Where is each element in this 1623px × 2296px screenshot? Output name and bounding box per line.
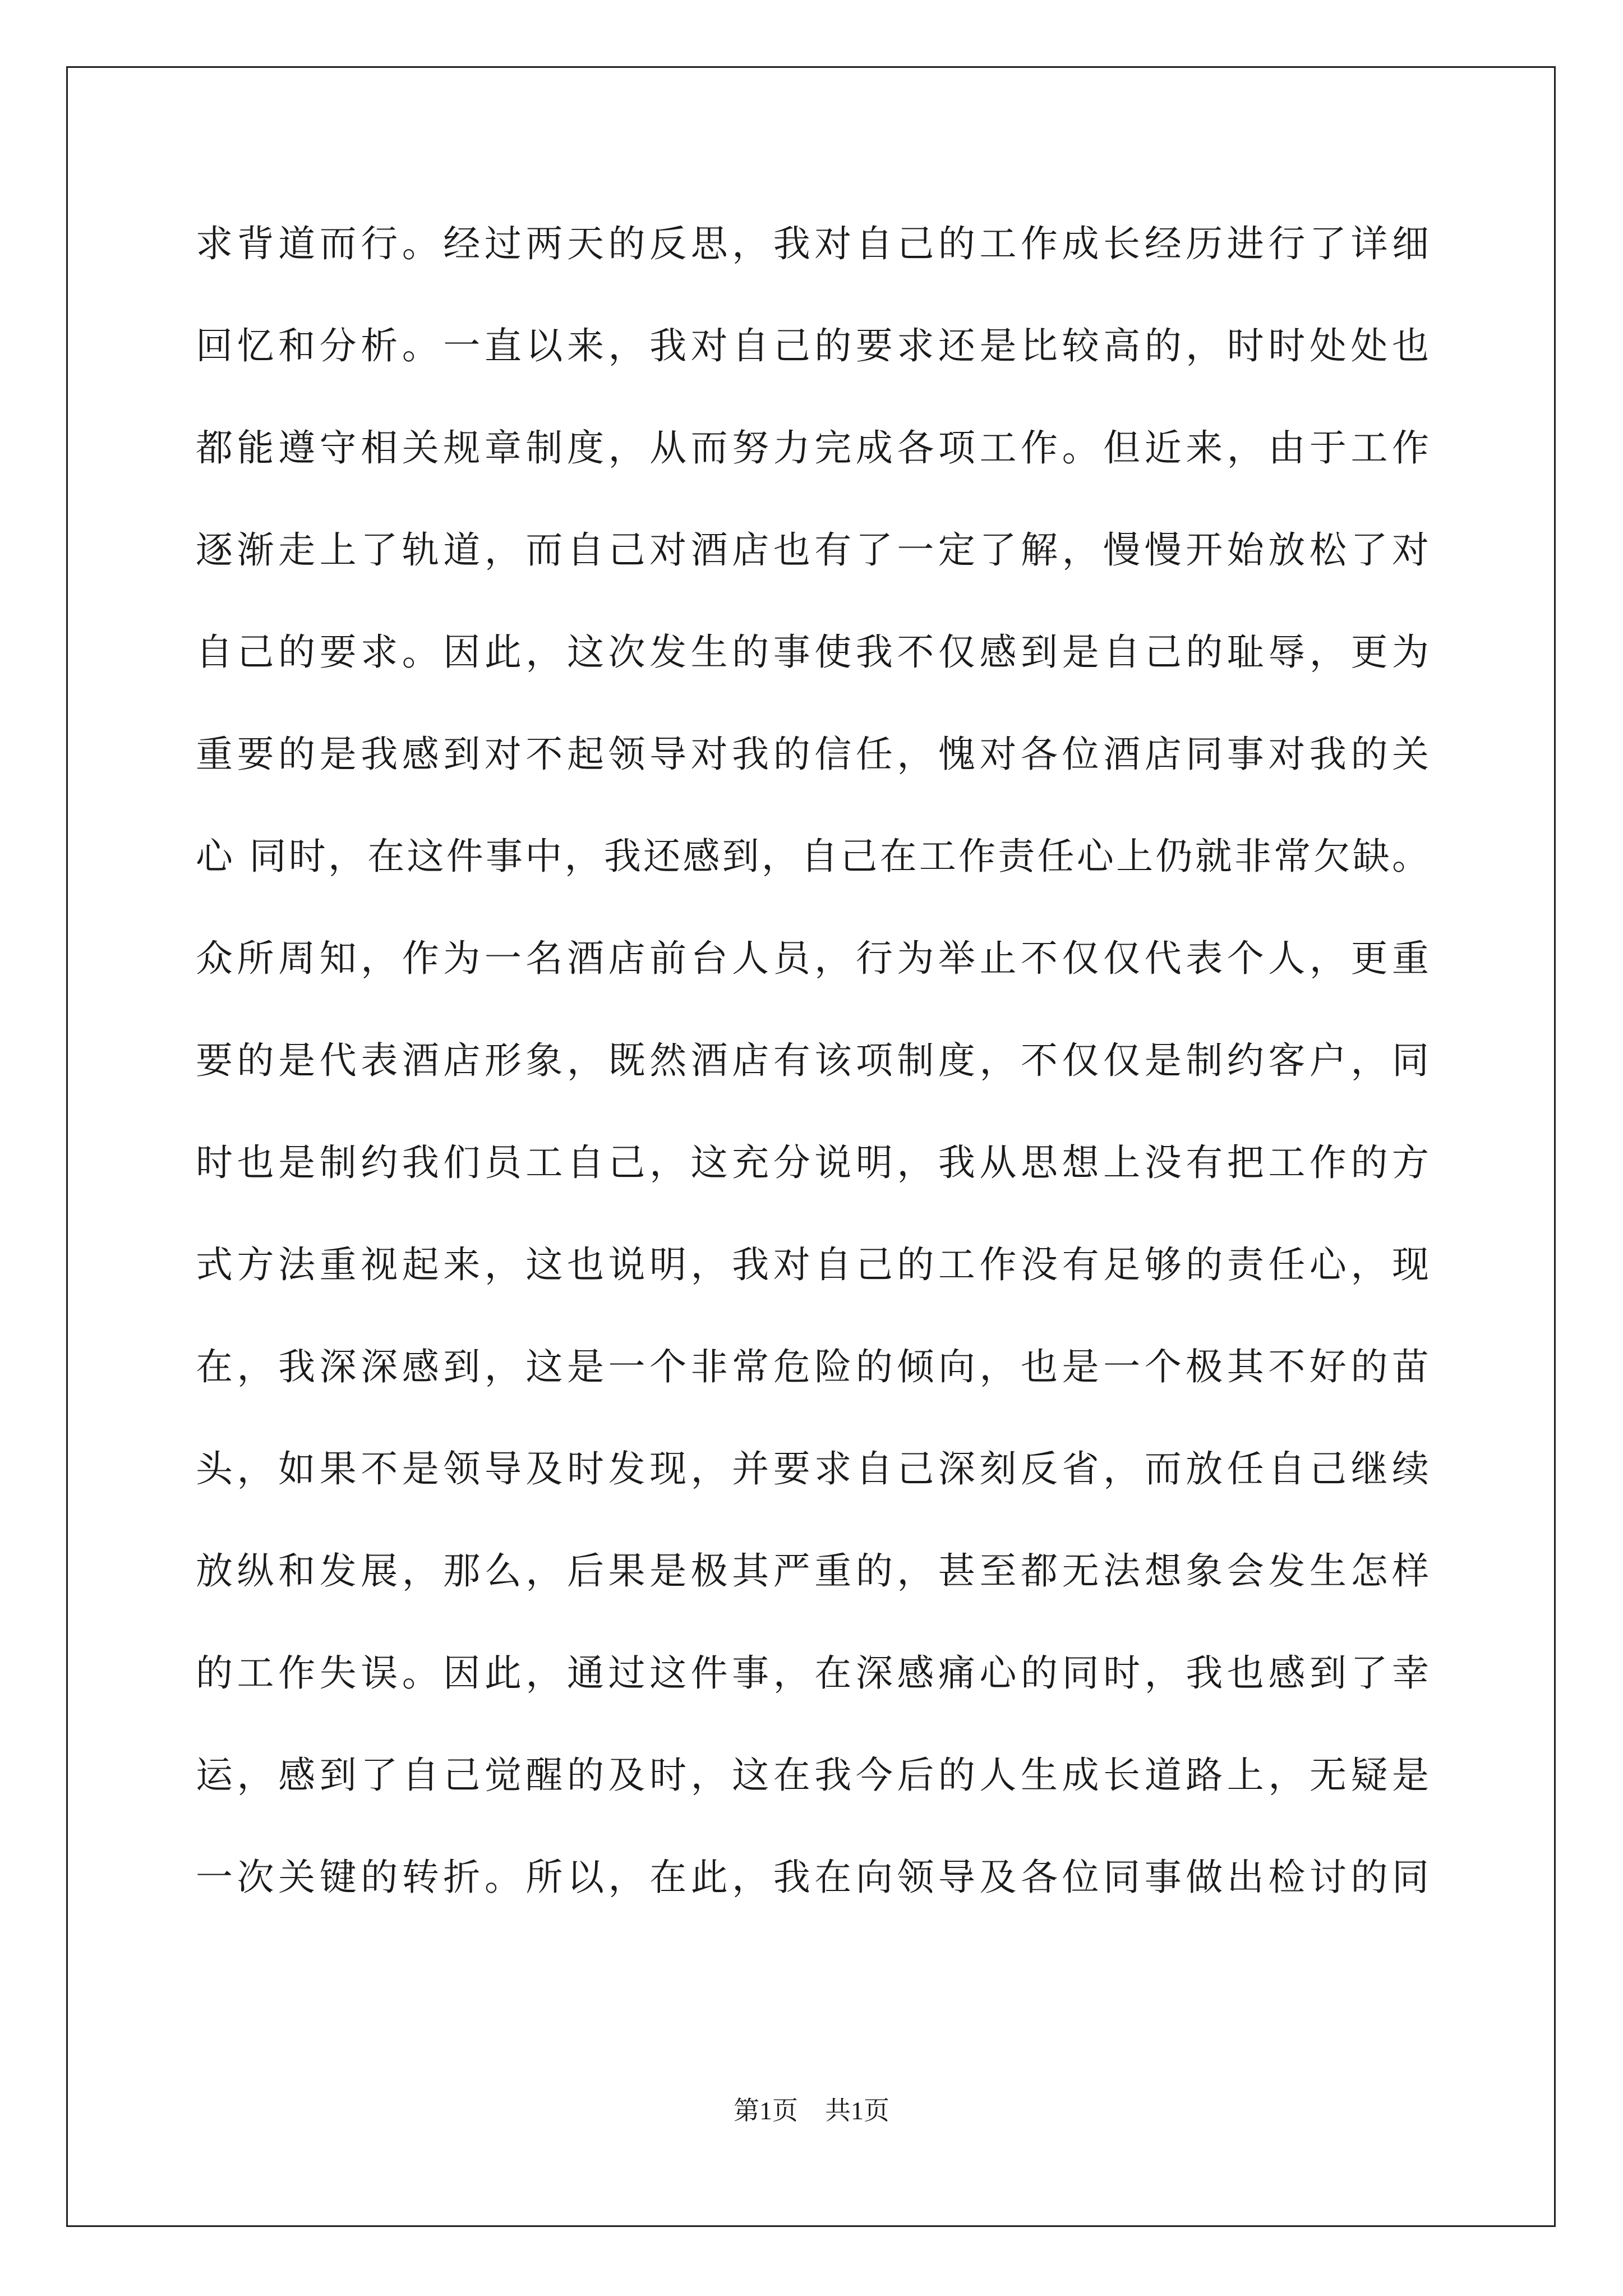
text-line: 在，我深深感到，这是一个非常危险的倾向，也是一个极其不好的苗	[196, 1345, 1430, 1388]
text-line: 逐渐走上了轨道，而自己对酒店也有了一定了解，慢慢开始放松了对	[196, 528, 1430, 572]
text-line: 自己的要求。因此，这次发生的事使我不仅感到是自己的耻辱，更为	[196, 631, 1430, 674]
page-number: 第1页	[734, 2096, 798, 2125]
text-line: 都能遵守相关规章制度，从而努力完成各项工作。但近来，由于工作	[196, 426, 1430, 470]
text-line: 运，感到了自己觉醒的及时，这在我今后的人生成长道路上，无疑是	[196, 1754, 1430, 1797]
text-line: 的工作失误。因此，通过这件事，在深感痛心的同时，我也感到了幸	[196, 1651, 1430, 1695]
page-footer	[0, 2090, 1623, 2127]
text-line: 心 同时，在这件事中，我还感到，自己在工作责任心上仍就非常欠缺。	[196, 835, 1430, 878]
page-total: 共1页	[825, 2096, 889, 2125]
text-line: 时也是制约我们员工自己，这充分说明，我从思想上没有把工作的方	[196, 1141, 1430, 1184]
text-line: 求背道而行。经过两天的反思，我对自己的工作成长经历进行了详细	[196, 222, 1430, 265]
text-line: 头，如果不是领导及时发现，并要求自己深刻反省，而放任自己继续	[196, 1447, 1430, 1490]
text-line: 重要的是我感到对不起领导对我的信任，愧对各位酒店同事对我的关	[196, 733, 1430, 776]
text-line: 式方法重视起来，这也说明，我对自己的工作没有足够的责任心，现	[196, 1243, 1430, 1286]
text-line: 众所周知，作为一名酒店前台人员，行为举止不仅仅代表个人，更重	[196, 937, 1430, 980]
document-body	[196, 208, 1430, 1943]
text-line: 要的是代表酒店形象，既然酒店有该项制度，不仅仅是制约客户，同	[196, 1039, 1430, 1082]
text-line: 回忆和分析。一直以来，我对自己的要求还是比较高的，时时处处也	[196, 324, 1430, 367]
text-line: 一次关键的转折。所以，在此，我在向领导及各位同事做出检讨的同	[196, 1856, 1430, 1899]
text-line: 放纵和发展，那么，后果是极其严重的，甚至都无法想象会发生怎样	[196, 1549, 1430, 1593]
